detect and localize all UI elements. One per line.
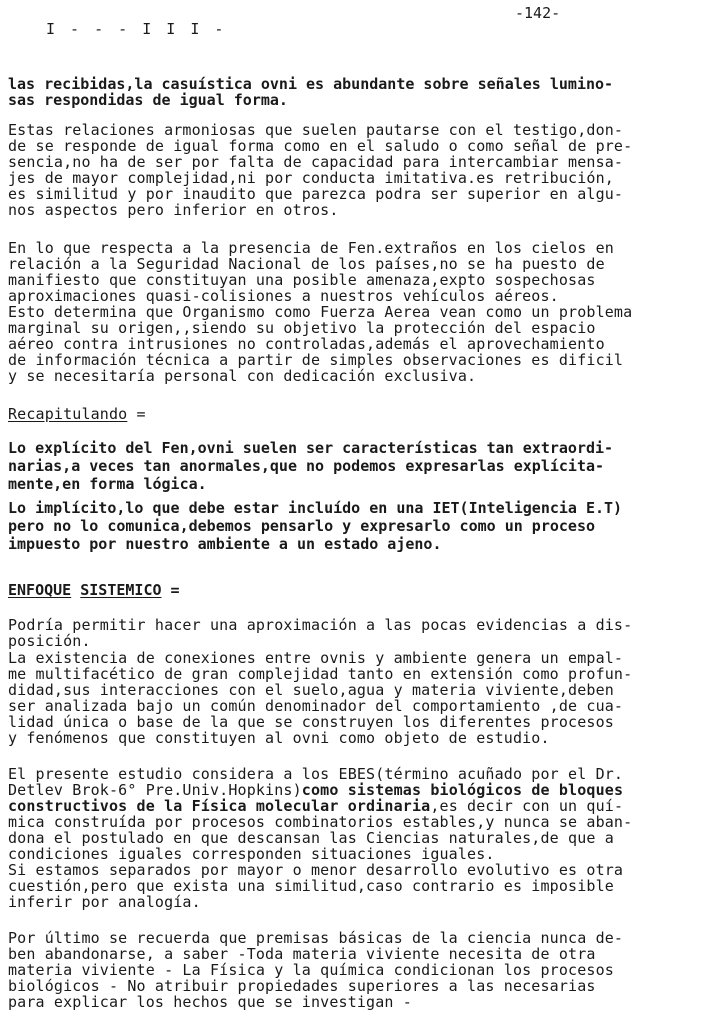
recapitulando-heading-suffix: = — [127, 405, 146, 423]
paragraph-3-line-3: manifiesto que constituyan una posible amenaza,expto sospechosas — [8, 271, 596, 289]
recapitulando-heading-word: Recapitulando — [8, 405, 128, 423]
paragraph-5-line-3: impuesto por nuestro ambiente a un estado ajeno. — [8, 535, 442, 553]
paragraph-3-line-7: aéreo contra intrusiones no controladas,además el aprovechamiento — [8, 335, 605, 353]
paragraph-8-line-3: materia viviente - La Física y la química condicionan los procesos — [8, 961, 614, 979]
paragraph-6-line-2: posición. — [8, 632, 91, 650]
paragraph-6-line-1: Podría permitir hacer una aproximación a las pocas evidencias a dis- — [8, 616, 633, 634]
paragraph-3-line-6: marginal su origen,,siendo su objetivo la protección del espacio — [8, 319, 596, 337]
paragraph-7-line-5: dona el postulado en que descansan las Ciencias naturales,de que a — [8, 829, 614, 847]
paragraph-6-line-4: me multifacético de gran complejidad tanto en extensión como profun- — [8, 665, 633, 683]
paragraph-7-line-3-bold: constructivos de la Física molecular ordinaria — [8, 797, 431, 815]
paragraph-8-line-2: ben abandonarse, a saber -Toda materia viviente necesita de otra — [8, 945, 596, 963]
recapitulando-heading — [8, 406, 146, 422]
enfoque-sistemico-heading — [8, 582, 180, 598]
section-roman-numeral: I - - - I I I - — [46, 20, 227, 38]
paragraph-2-line-6: nos aspectos pero inferior en otros. — [8, 201, 339, 219]
paragraph-7-line-6: condiciones iguales corresponden situaciones iguales. — [8, 845, 495, 863]
paragraph-7-line-2-plain: Detlev Brok-6° Pre.Univ.Hopkins) — [8, 781, 302, 799]
paragraph-1-line-1: las recibidas,la casuística ovni es abundante sobre señales lumino- — [8, 75, 614, 93]
paragraph-6-line-5: didad,sus interacciones con el suelo,agua y materia viviente,deben — [8, 681, 614, 699]
paragraph-3-line-2: relación a la Seguridad Nacional de los países,no se ha puesto de — [8, 255, 605, 273]
paragraph-3-line-1: En lo que respecta a la presencia de Fen.extraños en los cielos en — [8, 239, 614, 257]
paragraph-4-line-1: Lo explícito del Fen,ovni suelen ser características tan extraordi- — [8, 439, 614, 457]
paragraph-7-line-9: inferir por analogía. — [8, 893, 201, 911]
paragraph-6-line-7: lidad única o base de la que se construyen los diferentes procesos — [8, 713, 614, 731]
paragraph-1-line-2: sas respondidas de igual forma. — [8, 91, 288, 109]
paragraph-8-line-1: Por último se recuerda que premisas básicas de la ciencia nunca de- — [8, 929, 624, 947]
paragraph-4-line-3: mente,en forma lógica. — [8, 475, 207, 493]
paragraph-7-line-7: Si estamos separados por mayor o menor desarrollo evolutivo es otra — [8, 861, 624, 879]
paragraph-2-line-5: es similitud y por inaudito que parezca podra ser superior en algu- — [8, 185, 624, 203]
paragraph-7-line-3 — [8, 798, 623, 814]
paragraph-6-line-3: La existencia de conexiones entre ovnis y ambiente genera un empal- — [8, 649, 624, 667]
paragraph-7-line-2-bold: como sistemas biológicos de bloques — [301, 781, 624, 799]
paragraph-6-line-6: ser analizada bajo un común denominador del comportamiento ,de cua- — [8, 697, 624, 715]
paragraph-6-line-8: y fenómenos que constituyen al ovni como objeto de estudio. — [8, 729, 550, 747]
paragraph-7-line-2 — [8, 782, 623, 798]
paragraph-4-line-2: narias,a veces tan anormales,que no podemos expresarlas explícita- — [8, 457, 605, 475]
paragraph-2-line-2: de se responde de igual forma como en el saludo o como señal de pre- — [8, 137, 633, 155]
paragraph-2-line-1: Estas relaciones armoniosas que suelen pautarse con el testigo,don- — [8, 121, 624, 139]
paragraph-5-line-2: pero no lo comunica,debemos pensarlo y expresarlo como un proceso — [8, 517, 595, 535]
paragraph-3-line-8: de información técnica a partir de simples observaciones es dificil — [8, 351, 624, 369]
paragraph-7-line-8: cuestión,pero que exista una similitud,caso contrario es imposible — [8, 877, 614, 895]
enfoque-heading-word: ENFOQUE — [8, 581, 72, 599]
paragraph-2-line-3: sencia,no ha de ser por falta de capacidad para intercambiar mensa- — [8, 153, 624, 171]
paragraph-8-line-5: para explicar los hechos que se investigan - — [8, 993, 412, 1011]
paragraph-8-line-4: biológicos - No atribuir propiedades superiores a las necesarias — [8, 977, 596, 995]
page-number: -142- — [515, 4, 561, 22]
enfoque-heading-suffix: = — [161, 581, 180, 599]
paragraph-3-line-5: Esto determina que Organismo como Fuerza Aerea vean como un problema — [8, 303, 633, 321]
paragraph-3-line-9: y se necesitaría personal con dedicación exclusiva. — [8, 367, 477, 385]
paragraph-5-line-1: Lo implícito,lo que debe estar incluído en una IET(Inteligencia E.T) — [8, 499, 623, 517]
paragraph-7-line-1: El presente estudio considera a los EBES(término acuñado por el Dr. — [8, 765, 624, 783]
paragraph-7-line-4: mica construída por procesos combinatorios estables,y nunca se aban- — [8, 813, 633, 831]
sistemico-heading-word: SISTEMICO — [80, 581, 162, 599]
paragraph-3-line-4: aproximaciones quasi-colisiones a nuestros vehículos aéreos. — [8, 287, 559, 305]
paragraph-7-line-3-plain: ,es decir con un quí- — [430, 797, 624, 815]
paragraph-2-line-4: jes de mayor complejidad,ni por conducta imitativa.es retribución, — [8, 169, 614, 187]
